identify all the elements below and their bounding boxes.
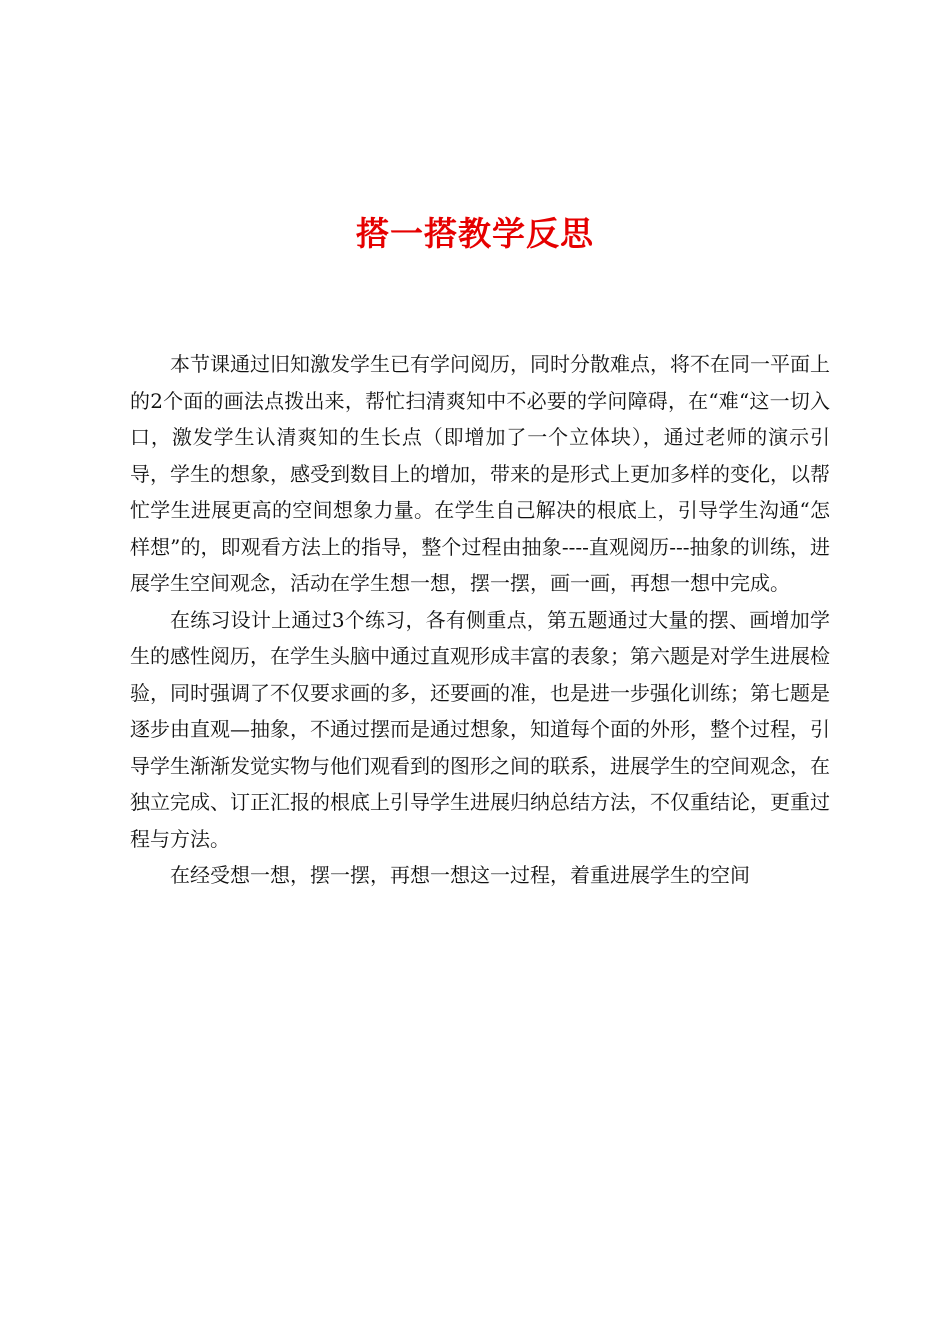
document-title: 搭一搭教学反思	[356, 214, 594, 253]
paragraph-3: 在经受想一想，摆一摆，再想一想这一过程，着重进展学生的空间	[170, 863, 750, 887]
document-body	[130, 346, 830, 894]
paragraph-1: 本节课通过旧知激发学生已有学问阅历，同时分散难点，将不在同一平面上的2个面的画法点拨出来，帮忙扫清爽知中不必要的学问障碍，在“难“这一切入口，激发学生认清爽知的生长点（即增加了一个立体块），通过老师的演示引导，学生的想象，感受到数目上的增加，带来的是形式上更加多样的变化，以帮忙学生进展更高的空间想象力量。在学生自己解决的根底上，引导学生沟通“怎样想”的，即观看方法上的指导，整个过程由抽象----直观阅历---抽象的训练，进展学生空间观念，活动在学生想一想，摆一摆，画一画，再想一想中完成。	[130, 352, 830, 595]
paragraph-2: 在练习设计上通过3个练习，各有侧重点，第五题通过大量的摆、画增加学生的感性阅历，在学生头脑中通过直观形成丰富的表象；第六题是对学生进展检验，同时强调了不仅要求画的多，还要画的准，也是进一步强化训练；第七题是逐步由直观—抽象，不通过摆而是通过想象，知道每个面的外形，整个过程，引导学生渐渐发觉实物与他们观看到的图形之间的联系，进展学生的空间观念，在独立完成、订正汇报的根底上引导学生进展归纳总结方法，不仅重结论，更重过程与方法。	[130, 607, 830, 851]
